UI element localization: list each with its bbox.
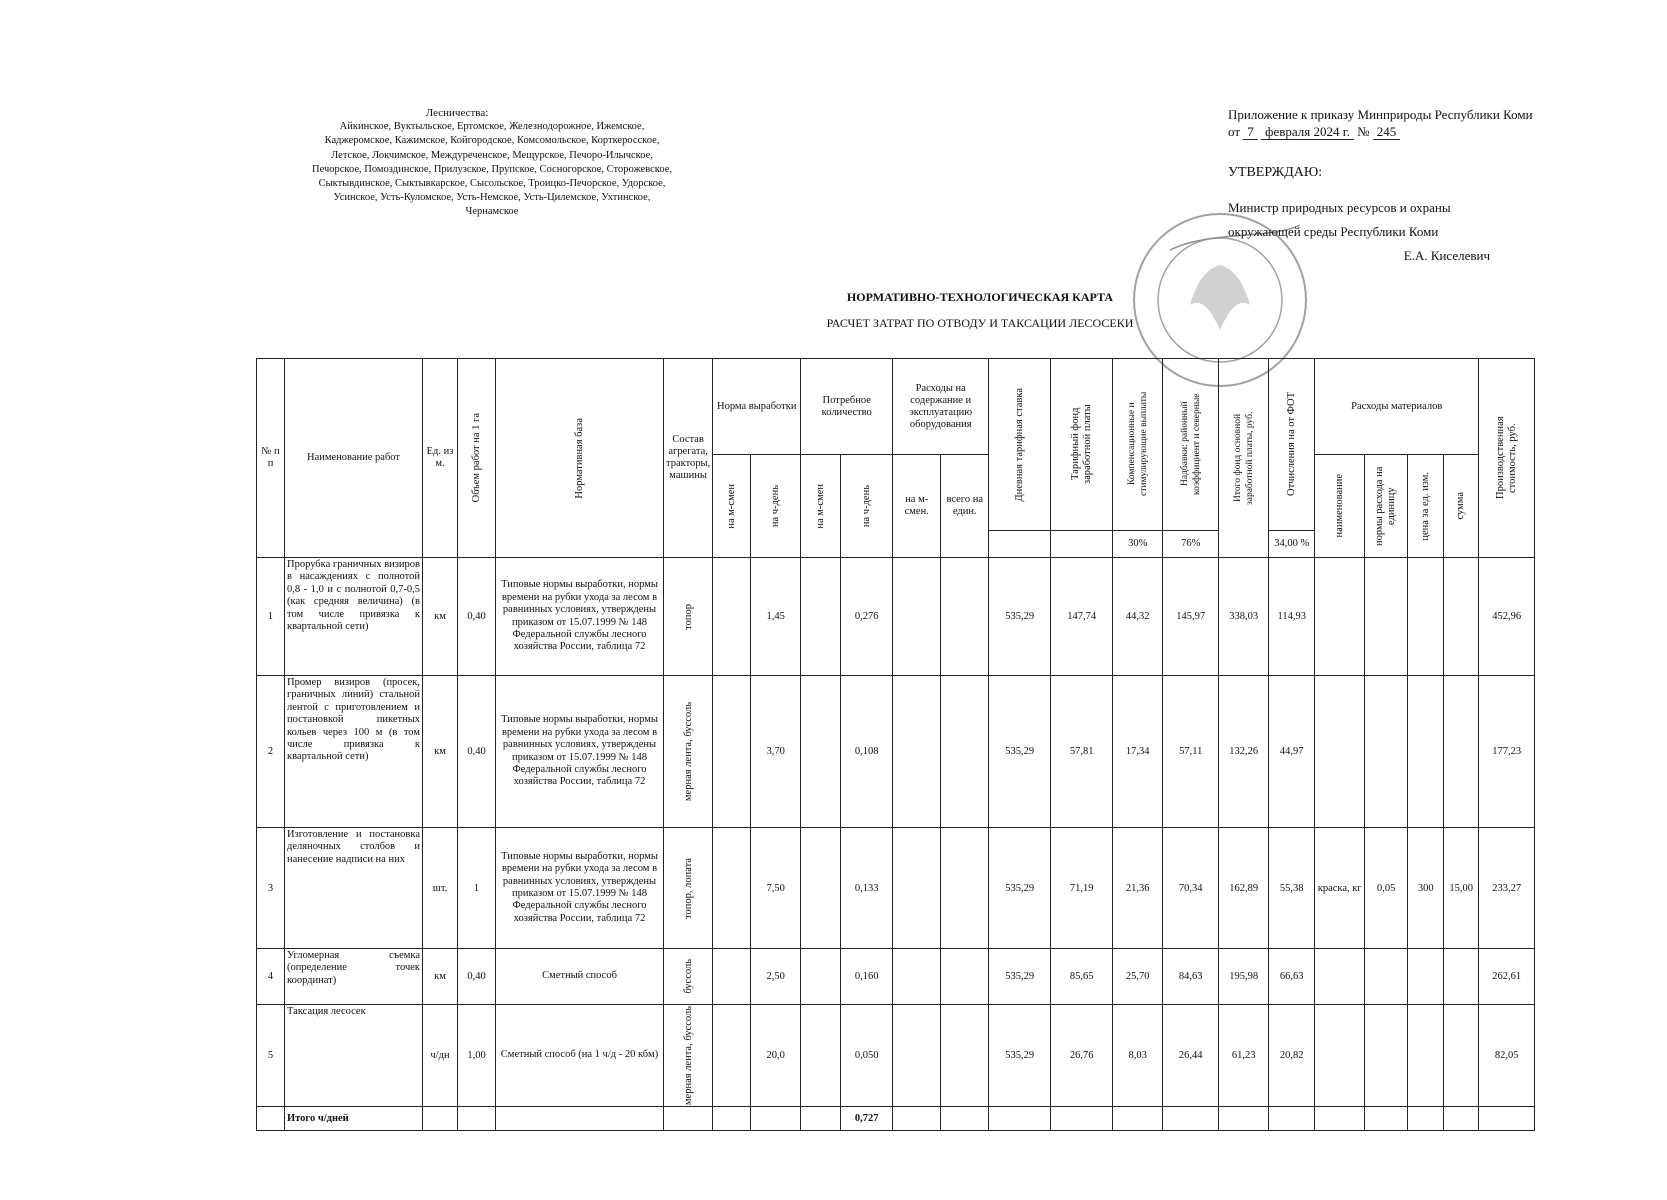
cell-deductions: 44,97 (1269, 676, 1315, 828)
table-body (257, 558, 1535, 1107)
cell-norm-day: 3,70 (751, 676, 801, 828)
appendix-line: Приложение к приказу Минприроды Республики Коми (1228, 107, 1533, 122)
total-row (257, 1107, 1535, 1131)
forestry-line: Каджеромское, Кажимское, Койгородское, Комсомольское, Корткеросское, (324, 135, 660, 147)
cell-row-num: 3 (257, 828, 285, 949)
cell-need-mshift (801, 1005, 841, 1107)
total-label: Итого ч/дней (285, 1107, 423, 1131)
col-composition: Состав агрегата, тракторы, машины (664, 359, 713, 558)
cell-norm-day: 1,45 (751, 558, 801, 676)
col-name: Наименование работ (285, 359, 423, 558)
cell-eq-total (941, 1005, 989, 1107)
total-need-day: 0,727 (841, 1107, 893, 1131)
col-mat-name: наименование (1315, 455, 1365, 558)
cell-need-day: 0,276 (841, 558, 893, 676)
cell-norm-day: 7,50 (751, 828, 801, 949)
pct-northern: 76% (1163, 530, 1219, 557)
col-unit: Ед. из м. (423, 359, 458, 558)
col-total-fund: Итого фонд основной заработной платы, руб. (1219, 359, 1269, 558)
cell-mat-name (1315, 1005, 1365, 1107)
col-volume: Объем работ на 1 га (458, 359, 496, 558)
cell-deductions: 114,93 (1269, 558, 1315, 676)
cell-mat-price (1408, 1005, 1444, 1107)
cell-total-fund: 195,98 (1219, 949, 1269, 1005)
cell-mat-price: 300 (1408, 828, 1444, 949)
cell-mat-norm (1365, 949, 1408, 1005)
table-row (257, 828, 1535, 949)
appendix-day: 7 (1243, 124, 1258, 140)
col-need-day: на ч-день (841, 455, 893, 558)
cell-mat-norm (1365, 1005, 1408, 1107)
cell-total-fund: 162,89 (1219, 828, 1269, 949)
col-deductions: Отчисления на от ФОТ (1269, 359, 1315, 531)
cell-need-mshift (801, 949, 841, 1005)
cell-need-day: 0,160 (841, 949, 893, 1005)
table-row (257, 558, 1535, 676)
cell-northern: 145,97 (1163, 558, 1219, 676)
cell-compensation: 44,32 (1113, 558, 1163, 676)
cell-deductions: 66,63 (1269, 949, 1315, 1005)
document-title: НОРМАТИВНО-ТЕХНОЛОГИЧЕСКАЯ КАРТА (846, 290, 1114, 304)
cell-eq-mshift (893, 828, 941, 949)
cell-tariff-fund: 85,65 (1051, 949, 1113, 1005)
col-daily-rate: Дневная тарифная ставка (989, 359, 1051, 531)
cell-northern: 26,44 (1163, 1005, 1219, 1107)
cell-volume: 0,40 (458, 676, 496, 828)
cell-volume: 0,40 (458, 949, 496, 1005)
cell-mat-sum (1444, 558, 1479, 676)
cell-mat-name (1315, 558, 1365, 676)
col-northern: Надбавки: районный коэффициент и северные (1163, 359, 1219, 531)
cell-need-day: 0,108 (841, 676, 893, 828)
cell-cost: 452,96 (1479, 558, 1535, 676)
col-norm-day: на ч-день (751, 455, 801, 558)
cell-cost: 262,61 (1479, 949, 1535, 1005)
cell-composition: мерная лента, буссоль (664, 676, 713, 828)
cell-mat-norm: 0,05 (1365, 828, 1408, 949)
cell-norm-mshift (713, 828, 751, 949)
forestry-line: Летское, Локчимское, Междуреченское, Мещурское, Печоро-Илычское, (331, 149, 653, 161)
forestry-line: Айкинское, Вуктыльское, Ертомское, Железнодорожное, Ижемское, (339, 121, 645, 133)
forestry-line: Усинское, Усть-Куломское, Усть-Немское, Усть-Цилемское, Ухтинское, (333, 192, 651, 204)
forestry-line: Сыктывдинское, Сыктывкарское, Сысольское, Троицко-Печорское, Удорское, (318, 178, 666, 190)
empty-cell (989, 530, 1051, 557)
cell-work-name: Таксация лесосек (285, 1005, 423, 1107)
cell-work-name: Изготовление и постановка деляночных столбов и нанесение надписи на них (285, 828, 423, 949)
cell-tariff-fund: 26,76 (1051, 1005, 1113, 1107)
cell-deductions: 55,38 (1269, 828, 1315, 949)
approval-line-2: окружающей среды Республики Коми (1228, 224, 1439, 239)
cell-basis: Типовые нормы выработки, нормы времени на рубки ухода за лесом в равнинных условиях, утверждены приказом от 15.07.1999 № 148 Федеральной службы лесного хозяйства России, таблица 72 (496, 558, 664, 676)
cell-need-mshift (801, 828, 841, 949)
cell-need-day: 0,133 (841, 828, 893, 949)
col-mat-price: цена за ед. изм. (1408, 455, 1444, 558)
col-eq-mshift: на м-смен. (893, 455, 941, 558)
col-mat-sum: сумма (1444, 455, 1479, 558)
cell-daily-rate: 535,29 (989, 676, 1051, 828)
cell-norm-day: 2,50 (751, 949, 801, 1005)
cell-mat-name: краска, кг (1315, 828, 1365, 949)
appendix-number: 245 (1373, 124, 1401, 140)
cell-cost: 233,27 (1479, 828, 1535, 949)
cell-tariff-fund: 71,19 (1051, 828, 1113, 949)
col-eq-total: всего на един. (941, 455, 989, 558)
cell-work-name: Угломерная съемка (определение точек координат) (285, 949, 423, 1005)
cell-basis: Сметный способ (на 1 ч/д - 20 кбм) (496, 1005, 664, 1107)
cell-mat-sum (1444, 676, 1479, 828)
cell-compensation: 25,70 (1113, 949, 1163, 1005)
cell-norm-mshift (713, 1005, 751, 1107)
cell-deductions: 20,82 (1269, 1005, 1315, 1107)
cell-composition: мерная лента, буссоль (664, 1005, 713, 1107)
cell-eq-mshift (893, 949, 941, 1005)
cell-volume: 0,40 (458, 558, 496, 676)
cell-eq-mshift (893, 558, 941, 676)
forestries-title: Лесничества: (425, 107, 489, 119)
empty-cell (1051, 530, 1113, 557)
cell-volume: 1 (458, 828, 496, 949)
cell-row-num: 1 (257, 558, 285, 676)
cell-basis: Типовые нормы выработки, нормы времени на рубки ухода за лесом в равнинных условиях, утверждены приказом от 15.07.1999 № 148 Федеральной службы лесного хозяйства России, таблица 72 (496, 676, 664, 828)
forestry-line: Печорское, Помоздинское, Прилузское, Прупское, Сосногорское, Сторожевское, (311, 163, 673, 175)
cell-need-mshift (801, 676, 841, 828)
cell-composition: топор (664, 558, 713, 676)
cell-eq-mshift (893, 1005, 941, 1107)
cell-norm-day: 20,0 (751, 1005, 801, 1107)
cell-eq-total (941, 828, 989, 949)
cell-cost: 177,23 (1479, 676, 1535, 828)
cell-norm-mshift (713, 949, 751, 1005)
col-cost: Производственная стоимость, руб. (1479, 359, 1535, 558)
approval-word: УТВЕРЖДАЮ: (1228, 165, 1323, 180)
cell-norm-mshift (713, 558, 751, 676)
appendix-number-label: № (1357, 124, 1370, 139)
cell-eq-total (941, 949, 989, 1005)
cell-mat-name (1315, 949, 1365, 1005)
cell-total-fund: 132,26 (1219, 676, 1269, 828)
appendix-note (1228, 106, 1533, 140)
cell-eq-total (941, 558, 989, 676)
cell-row-num: 2 (257, 676, 285, 828)
col-norm: Норма выработки (713, 359, 801, 455)
cell-cost: 82,05 (1479, 1005, 1535, 1107)
header-row-1 (257, 359, 1535, 455)
document-subtitle: РАСЧЕТ ЗАТРАТ ПО ОТВОДУ И ТАКСАЦИИ ЛЕСОСЕКИ (826, 316, 1134, 330)
col-need-mshift: на м-смен (801, 455, 841, 558)
cell-compensation: 21,36 (1113, 828, 1163, 949)
approver-name: Е.А. Киселевич (1403, 248, 1490, 263)
cell-compensation: 17,34 (1113, 676, 1163, 828)
table-row (257, 949, 1535, 1005)
cell-need-mshift (801, 558, 841, 676)
cell-tariff-fund: 147,74 (1051, 558, 1113, 676)
cell-mat-norm (1365, 676, 1408, 828)
cell-daily-rate: 535,29 (989, 828, 1051, 949)
col-norm-mshift: на м-смен (713, 455, 751, 558)
cell-mat-sum (1444, 1005, 1479, 1107)
cell-mat-price (1408, 676, 1444, 828)
cell-unit: ч/дн (423, 1005, 458, 1107)
col-tariff-fund: Тарифный фонд заработной платы (1051, 359, 1113, 531)
cell-norm-mshift (713, 676, 751, 828)
table-row (257, 676, 1535, 828)
appendix-from: от (1228, 124, 1241, 139)
appendix-date-line (1228, 123, 1533, 140)
pct-deductions: 34,00 % (1269, 530, 1315, 557)
col-basis: Нормативная база (496, 359, 664, 558)
empty-cell (257, 1107, 285, 1131)
cost-table (256, 358, 1535, 1131)
cell-unit: км (423, 676, 458, 828)
forestries-list (262, 120, 722, 219)
cell-basis: Сметный способ (496, 949, 664, 1005)
cell-compensation: 8,03 (1113, 1005, 1163, 1107)
cell-total-fund: 338,03 (1219, 558, 1269, 676)
cell-unit: км (423, 949, 458, 1005)
cell-mat-name (1315, 676, 1365, 828)
cell-total-fund: 61,23 (1219, 1005, 1269, 1107)
forestry-line: Чернамское (465, 206, 519, 218)
cell-basis: Типовые нормы выработки, нормы времени на рубки ухода за лесом в равнинных условиях, утверждены приказом от 15.07.1999 № 148 Федеральной службы лесного хозяйства России, таблица 72 (496, 828, 664, 949)
col-num: № п п (257, 359, 285, 558)
cell-need-day: 0,050 (841, 1005, 893, 1107)
col-mat-norm: нормы расхода на единицу (1365, 455, 1408, 558)
col-materials: Расходы материалов (1315, 359, 1479, 455)
cell-tariff-fund: 57,81 (1051, 676, 1113, 828)
cell-mat-sum (1444, 949, 1479, 1005)
cell-daily-rate: 535,29 (989, 1005, 1051, 1107)
cell-northern: 57,11 (1163, 676, 1219, 828)
cell-composition: топор, лопата (664, 828, 713, 949)
cell-row-num: 5 (257, 1005, 285, 1107)
cell-unit: шт. (423, 828, 458, 949)
cell-mat-price (1408, 558, 1444, 676)
col-compensation: Компенсационные и стимулирующие выплаты (1113, 359, 1163, 531)
cell-northern: 84,63 (1163, 949, 1219, 1005)
cell-composition: буссоль (664, 949, 713, 1005)
cell-volume: 1,00 (458, 1005, 496, 1107)
col-need: Потребное количество (801, 359, 893, 455)
pct-compensation: 30% (1113, 530, 1163, 557)
cell-mat-sum: 15,00 (1444, 828, 1479, 949)
forestries-block (262, 106, 722, 220)
cell-row-num: 4 (257, 949, 285, 1005)
appendix-month-year: февраля 2024 г. (1261, 124, 1354, 140)
cell-work-name: Промер визиров (просек, граничных линий) стальной лентой с приготовлением и постановкой пикетных кольев через 100 м (в том числе привязка к квартальной сети) (285, 676, 423, 828)
cell-mat-price (1408, 949, 1444, 1005)
cell-daily-rate: 535,29 (989, 949, 1051, 1005)
col-equipment: Расходы на содержание и эксплуатацию оборудования (893, 359, 989, 455)
table-row (257, 1005, 1535, 1107)
cell-unit: км (423, 558, 458, 676)
approval-line-1: Министр природных ресурсов и охраны (1228, 200, 1451, 215)
cell-northern: 70,34 (1163, 828, 1219, 949)
cell-daily-rate: 535,29 (989, 558, 1051, 676)
cell-eq-mshift (893, 676, 941, 828)
cell-mat-norm (1365, 558, 1408, 676)
cell-eq-total (941, 676, 989, 828)
cell-work-name: Прорубка граничных визиров в насаждениях с полнотой 0,8 - 1,0 и с полнотой 0,7-0,5 (как средняя величина) (в том числе привязка к квартальной сети) (285, 558, 423, 676)
